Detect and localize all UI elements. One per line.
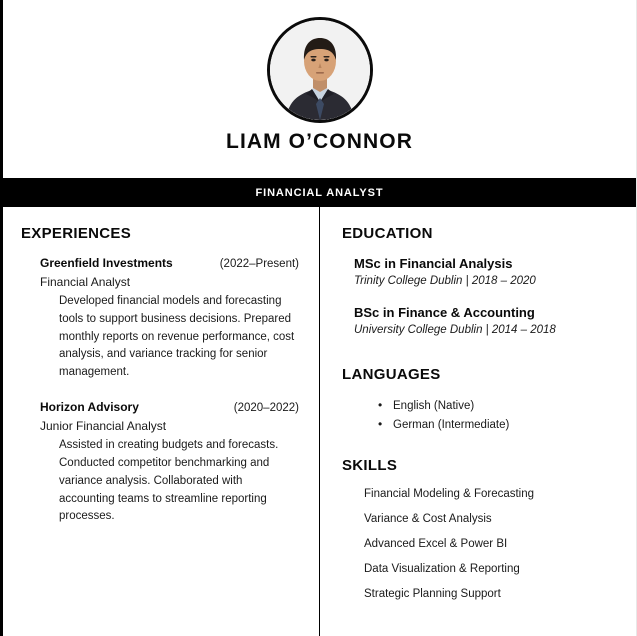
experience-entry bbox=[40, 400, 301, 526]
list-item: Data Visualization & Reporting bbox=[364, 562, 520, 575]
education-heading: EDUCATION bbox=[342, 225, 433, 242]
experience-company: Greenfield Investments bbox=[40, 256, 173, 270]
experiences-column bbox=[3, 207, 319, 636]
education-entry bbox=[354, 256, 622, 287]
experience-header-row bbox=[40, 400, 301, 414]
list-item: Financial Modeling & Forecasting bbox=[364, 487, 535, 500]
education-list bbox=[354, 256, 622, 336]
experiences-heading: EXPERIENCES bbox=[21, 225, 131, 242]
experience-role: Junior Financial Analyst bbox=[40, 419, 167, 434]
education-degree: BSc in Finance & Accounting bbox=[354, 305, 535, 320]
spacer bbox=[334, 336, 622, 366]
experience-role: Financial Analyst bbox=[40, 275, 131, 289]
education-entry bbox=[354, 305, 622, 336]
details-column bbox=[320, 207, 636, 636]
experience-period: (2022–Present) bbox=[219, 258, 299, 270]
experience-header-row bbox=[40, 256, 301, 270]
education-degree: MSc in Financial Analysis bbox=[354, 256, 513, 271]
skills-list bbox=[364, 488, 622, 600]
experience-entry bbox=[40, 256, 301, 382]
page-title: LIAM O’CONNOR bbox=[226, 130, 413, 153]
experience-company: Horizon Advisory bbox=[40, 400, 139, 415]
languages-heading: LANGUAGES bbox=[342, 366, 441, 383]
list-item: • English (Native) bbox=[378, 397, 622, 416]
education-school: University College Dublin | 2014 – 2018 bbox=[354, 324, 556, 336]
experience-period: (2020–2022) bbox=[233, 402, 299, 415]
job-title-text: FINANCIAL ANALYST bbox=[255, 186, 384, 199]
list-item: Advanced Excel & Power BI bbox=[364, 537, 508, 550]
education-school: Trinity College Dublin | 2018 – 2020 bbox=[354, 275, 536, 287]
experience-description: Developed financial models and forecasting tools to support business decisions. Prepared monthly reports on revenue performance, cost analysis, and variance tracking for senior management. bbox=[59, 295, 295, 379]
list-item: Strategic Planning Support bbox=[364, 587, 501, 600]
job-title-bar bbox=[3, 178, 636, 207]
list-item: Variance & Cost Analysis bbox=[364, 512, 492, 525]
spacer bbox=[334, 435, 622, 457]
avatar bbox=[267, 17, 373, 123]
languages-list bbox=[378, 397, 622, 435]
list-item: • German (Intermediate) bbox=[378, 416, 622, 435]
resume-header bbox=[3, 0, 636, 178]
resume-body bbox=[3, 207, 636, 636]
skills-heading: SKILLS bbox=[342, 456, 398, 474]
experience-description: Assisted in creating budgets and forecasts. Conducted competitor benchmarking and variance analysis. Collaborated with accounting teams to streamline reporting processes. bbox=[59, 439, 279, 523]
portrait-photo-icon bbox=[270, 20, 370, 120]
